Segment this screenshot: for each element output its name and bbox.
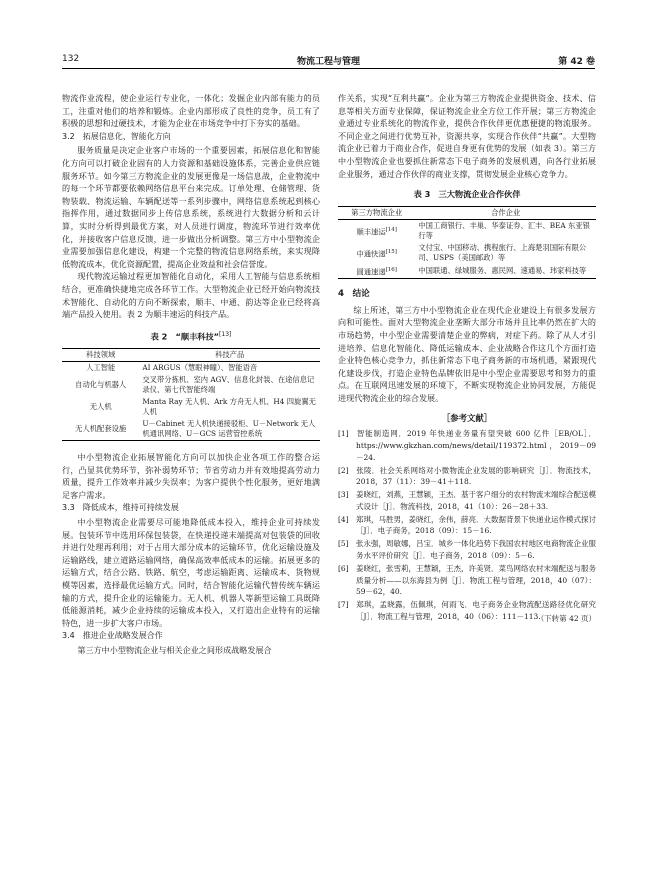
page-number: 132 (62, 54, 80, 64)
table-cell-partners: 文付宝、中国移动、携程旅行、上海楚羽国际有限公司、USPS（美国邮政）等 (418, 242, 587, 262)
reference-text: 张陵．社会关系网络对小微物流企业发展的影响研究［J］．物流技术，2018，37（11）：39－41＋118. (356, 465, 596, 487)
reference-text: 智能制造网．2019 年快递业务量有望突破 600 亿件［EB/OL］．https://www.gkzhan.com/news/detail/119372.html，2019－09－24. (356, 429, 596, 462)
reference-text: 郑琪，孟晓露，伍佩琪，何雨飞．电子商务企业物流配送路径优化研究［J］．物流工程与管理，2018，40（06）：111－113. (356, 600, 596, 622)
table-cell-field: 无人机 (89, 402, 112, 412)
reference-item (338, 489, 596, 513)
reference-number: [7] (338, 600, 349, 610)
reference-item (338, 428, 596, 463)
reference-number: [2] (338, 465, 349, 475)
paragraph-3-4: 第三方中小型物流企业与相关企业之间形成战略发展合 (77, 644, 272, 655)
table-2-caption (62, 329, 320, 343)
table-cell-partners: 中国联通、绿城服务、惠民网、速通易、玮家科技等 (418, 265, 587, 275)
paragraph-3-2-b: 现代物流运输过程更加智能化自动化，采用人工智能与信息系统相结合，更准确快捷地完成各环节工作。大型物流企业已经开始向物流技术智能化、自动化的方向不断探索，顺丰、中通、韵达等企业已经将高端产品投入使用。表 2 为顺丰速运的科技产品。 (62, 271, 320, 320)
company-name: 圆通速递 (356, 267, 386, 277)
left-column (62, 92, 320, 657)
table-3-header-cell: 合作企业 (491, 207, 521, 217)
reference-text: 郑琪，马胜男，姜晓红，余伟，薛亮．大数据背景下快递业运作模式探讨［J］．电子商务，2018（09）：15－16. (356, 514, 596, 536)
table-2-caption-text: 表 2 “顺丰科技” (150, 331, 220, 342)
paragraph-3-2-c: 中小型物流企业拓展智能化方向可以加快企业各项工作的整合运行，凸显其优势环节，弥补弱势环节；节省劳动力并有效地提高劳动力质量，提升工作效率并减少失误率；为客户提供个性化服务，更好地满足客户需求。 (62, 452, 320, 500)
company-ref: [15] (385, 248, 397, 255)
table-cell-product: U－Cabinet 无人机快递接驳柜、U－Network 无人机通讯网络、U－GCS 运营管控系统 (142, 419, 316, 439)
reference-text: 姜晓红，刘燕，王慧颖，王杰．基于客户细分的农村物流末端综合配送模式设计［J］．物流科技，2018，41（10）：26－28＋33. (356, 490, 596, 511)
paragraph-3-4-continued: 作关系，实现“互利共赢”。企业为第三方物流企业提供资金、技术、信息等相关方面专业保障，保证物流企业全方位工作开展；第三方物流企业通过专业系统化的物流作业，提供合作伙伴更优惠便捷的物流服务。不同企业之间进行优势互补，资源共享，实现合作伙伴“共赢”。大型物流企业已着力于商业合作，促进自身更有优势的发展（如表 3）。第三方中小型物流企业也要抓住新常态下电子商务的发展机遇，向各行业拓展企业服务，通过合作伙伴的商业支撑，贯彻发展企业核心竞争力。 (338, 93, 596, 179)
table-2-header-cell: 科技产品 (215, 350, 245, 360)
table-row (62, 374, 320, 396)
paragraph-3-2-a: 服务质量是决定企业客户市场的一个重要因素，拓展信息化和智能化方向可以打破企业固有的人力资源和基础设施体系，完善企业供应链服务环节。如今第三方物流企业的发展更像是一场信息战，企业物流中的每一个环节都要依赖网络信息平台来完成。订单处理、仓储管理、货物装载、物流运输、车辆配送等一系列步骤中，网络信息系统起到核心指挥作用，通过数据同步上传信息系统，系统进行大数据分析和云计算，实时分析得到最优方案，对人员进行调度，物流环节进行效率优化，并接收客户信息反馈，进一步做出分析调整。第三方中小型物流企业需要加强信息化建设，构建一个完整的物流信息网络系统，来实现降低物流成本，优化资源配置，提高企业效益和社会信誉度。 (62, 145, 320, 269)
volume-label: 第 42 卷 (558, 57, 595, 67)
table-row (62, 362, 320, 375)
table-row (338, 219, 596, 242)
table-3-caption: 表 3 三大物流企业合作伙伴 (413, 189, 521, 200)
table-3-header-row (338, 206, 596, 219)
table-cell-field: 人工智能 (86, 363, 116, 373)
table-cell-product: 交叉带分拣机、室内 AGV、信息化封装、在途信息记录仪、第七代智能终端 (142, 375, 315, 395)
reference-item (338, 514, 596, 538)
journal-title: 物流工程与管理 (296, 57, 360, 67)
table-row (338, 242, 596, 264)
table-cell-company (338, 219, 415, 242)
table-cell-product: Manta Ray 无人机、Ark 方舟无人机、H4 四旋翼无人机 (142, 397, 316, 417)
table-3-header-cell: 第三方物流企业 (351, 207, 403, 217)
right-column (338, 92, 596, 625)
table-cell-company (338, 264, 415, 279)
table-cell-field: 自动化与机器人 (75, 380, 127, 390)
reference-number: [1] (338, 429, 349, 439)
section-4-heading: 4 结论 (338, 289, 370, 300)
table-cell-product: AI ARGUS（慧眼神瞳）、智能语音 (142, 363, 258, 373)
table-2 (62, 348, 320, 441)
paragraph-intro: 物流作业流程，使企业运行专业化，一体化；发掘企业内部有能力的员工，注重对他们的培养和锻炼。企业内部形成了良性的竞争，员工有了积极的思想和过硬技术，才能为企业在市场竞争中打下夯实的基础。 (62, 93, 320, 129)
company-ref: [16] (385, 266, 397, 273)
table-2-header-cell: 科技领域 (86, 350, 116, 360)
table-row (62, 418, 320, 441)
section-3-2-heading: 3.2 拓展信息化、智能化方向 (62, 131, 171, 141)
reference-number: [6] (338, 563, 349, 573)
continued-note: （下转第 42 页） (536, 613, 596, 623)
table-3 (338, 206, 596, 279)
table-row (338, 264, 596, 279)
company-name: 中通快递 (356, 248, 386, 258)
table-row (62, 396, 320, 418)
section-3-3-heading: 3.3 降低成本，维持可持续发展 (62, 503, 179, 513)
paragraph-conclusion: 综上所述，第三方中小型物流企业在现代企业建设上有很多发展方向和可能性。面对大型物流企业垄断大部分市场并且比率仍然在扩大的市场趋势，中小型企业需要清楚企业的弊病，对症下药。除了从人才引进培养、信息化智能化、降低运输成本、企业战略合作这几个方面打造企业特色核心竞争力，抓住新常态下电子商务新的市场机遇，紧跟现代化建设步伐，打造企业特色品牌依旧是中小型企业需要思考和努力的重点。在互联网迅速发展的环境下，不断实现物流企业协同发展，方能促进现代物流企业的综合发展。 (338, 304, 596, 403)
references-list (338, 428, 596, 625)
table-cell-partners: 中国工商银行、丰巢、华泰证券、汇丰、BEA 东亚银行等 (418, 220, 590, 240)
reference-item (338, 538, 596, 562)
reference-text: 张永强，周敏娜，吕宝．城乡一体化趋势下我国农村地区电商物流企业服务水平评价研究［J］．电子商务，2018（09）：5－6. (356, 539, 596, 561)
header-rule (62, 68, 595, 69)
section-3-4-heading: 3.4 推进企业战略发展合作 (62, 631, 163, 641)
table-2-header-row (62, 349, 320, 362)
table-2-caption-ref: [13] (219, 330, 232, 338)
table-cell-field: 无人机配套设施 (75, 424, 127, 434)
table-cell-company (338, 242, 415, 264)
reference-item (338, 563, 596, 598)
reference-number: [4] (338, 514, 349, 524)
reference-text: 姜晓红，张雪莉，王慧颖，王杰，许美贤．菜鸟网络农村末端配送与服务质量分析——以东海县为例［J］．物流工程与管理，2018，40（07）：59－62，40. (356, 563, 596, 597)
page-header (62, 52, 595, 68)
reference-number: [5] (338, 539, 349, 549)
reference-item (338, 465, 596, 489)
paragraph-3-3: 中小型物流企业需要尽可能地降低成本投入，维持企业可持续发展。包装环节中选用环保包装袋，在快递投递末端提高对包装袋的回收并进行处理再利用；对于占用大部分成本的运输环节，优化运输设施及运输路线，建立道路运输网络，确保高效率低成本的运输。拓展更多的运输方式，结合公路、铁路、航空，考虑运输距离、运输成本、货物规模等因素，选择最优运输方式。同时，结合智能化运输代替传统车辆运输的方式，提升企业的运输能力。无人机、机器人等新型运输工具既降低能源消耗，减少企业持续的运输成本投入，又打造出企业特有的运输特色，进一步扩大客户市场。 (62, 516, 320, 628)
company-ref: [14] (385, 226, 397, 233)
references-title: ［参考文献］ (441, 412, 493, 423)
company-name: 顺丰速运 (356, 226, 386, 236)
reference-number: [3] (338, 490, 349, 500)
